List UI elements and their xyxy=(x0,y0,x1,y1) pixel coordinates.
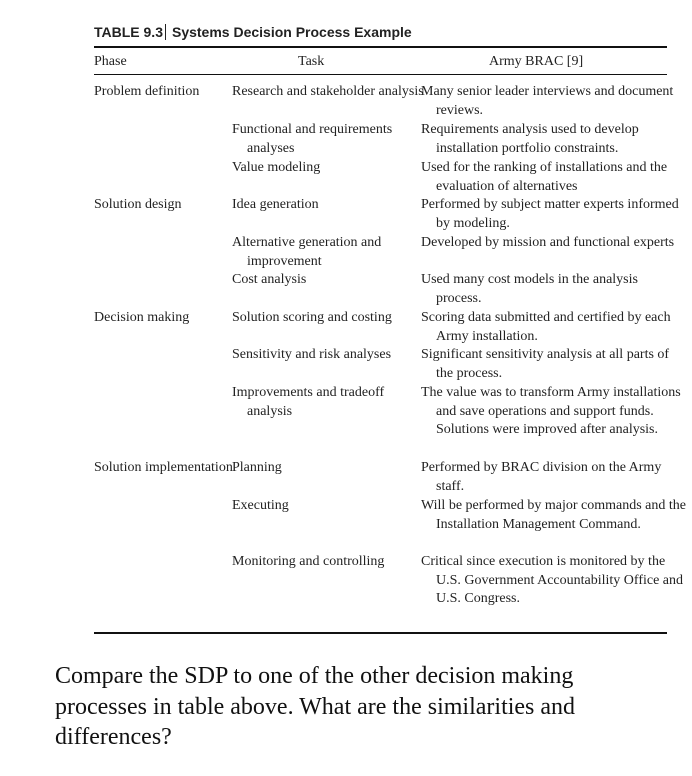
army-brac-cell: Used for the ranking of installations and the evaluation of alternatives xyxy=(421,160,668,194)
header-task: Task xyxy=(298,54,325,69)
army-brac-cell: The value was to transform Army installations and save operations and support funds. Solutions were improved after analysis. xyxy=(421,385,681,438)
task-cell: Executing xyxy=(232,498,289,513)
table-label: TABLE 9.3 xyxy=(94,24,163,40)
task-cell: Planning xyxy=(232,460,282,475)
phase-cell: Solution design xyxy=(94,197,182,212)
table-title: Systems Decision Process Example xyxy=(171,24,412,40)
task-cell: Cost analysis xyxy=(232,272,307,287)
task-cell: Sensitivity and risk analyses xyxy=(232,347,392,362)
table-top-rule xyxy=(94,46,667,48)
task-cell: Monitoring and controlling xyxy=(232,554,385,569)
task-cell: Improvements and tradeoff analysis xyxy=(232,385,385,419)
task-cell: Idea generation xyxy=(232,197,319,212)
army-brac-cell: Used many cost models in the analysis process. xyxy=(421,272,638,306)
header-army-brac: Army BRAC [9] xyxy=(489,54,584,69)
task-cell: Value modeling xyxy=(232,160,321,175)
army-brac-cell: Many senior leader interviews and document reviews. xyxy=(421,84,674,118)
army-brac-cell: Developed by mission and functional experts xyxy=(421,235,675,250)
phase-cell: Decision making xyxy=(94,310,190,325)
table-caption xyxy=(94,24,412,40)
task-cell: Solution scoring and costing xyxy=(232,310,392,325)
header-phase: Phase xyxy=(94,54,127,69)
task-cell: Alternative generation and improvement xyxy=(232,235,382,269)
army-brac-cell: Critical since execution is monitored by the U.S. Government Accountability Office and U.S. Congress. xyxy=(421,554,684,607)
table-header-rule xyxy=(94,74,667,75)
army-brac-cell: Performed by BRAC division on the Army staff. xyxy=(421,460,662,494)
army-brac-cell: Significant sensitivity analysis at all parts of the process. xyxy=(421,347,670,381)
task-cell: Research and stakeholder analysis xyxy=(232,84,424,99)
text-cursor xyxy=(165,24,166,40)
phase-cell: Solution implementation xyxy=(94,460,233,475)
question-text: Compare the SDP to one of the other decision making processes in table above. What are the similarities and differences? xyxy=(55,663,576,750)
table-bottom-rule xyxy=(94,632,667,634)
army-brac-cell: Performed by subject matter experts informed by modeling. xyxy=(421,197,679,231)
army-brac-cell: Scoring data submitted and certified by each Army installation. xyxy=(421,310,671,344)
phase-cell: Problem definition xyxy=(94,84,200,99)
army-brac-cell: Requirements analysis used to develop installation portfolio constraints. xyxy=(421,122,639,156)
task-cell: Functional and requirements analyses xyxy=(232,122,393,156)
army-brac-cell: Will be performed by major commands and the Installation Management Command. xyxy=(421,498,686,532)
